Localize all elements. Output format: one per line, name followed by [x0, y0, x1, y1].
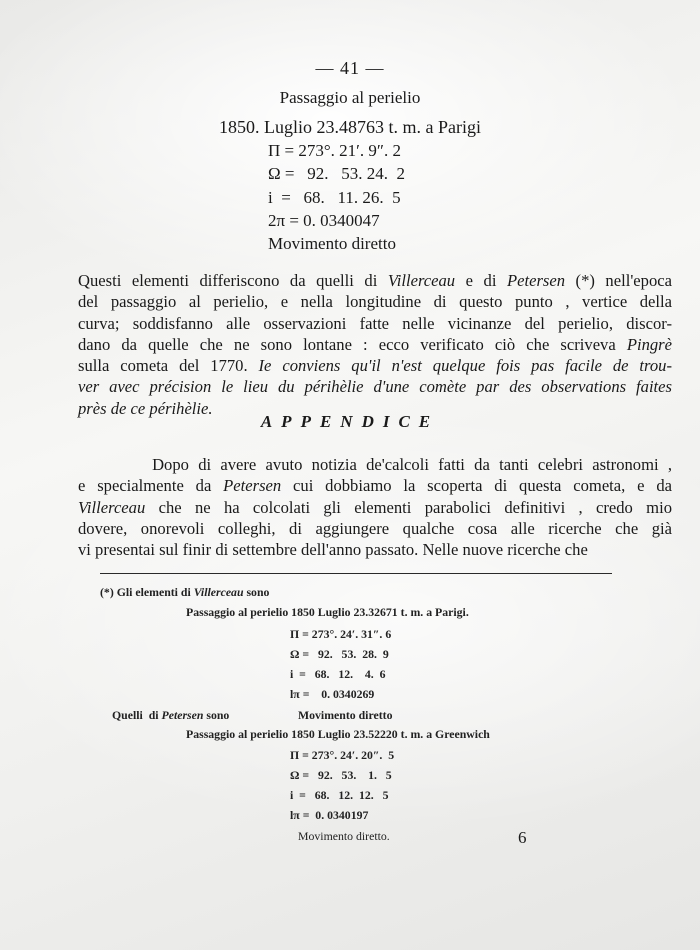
text-run: e specialmente da [78, 476, 224, 496]
text-run: dano da quelle che ne sono lontane : ecco verificato ciò che scriveva [78, 334, 627, 354]
text-run: curva; soddisfanno alle osservazioni fatte nelle vicinanze del perielio, discor- [78, 313, 672, 333]
text-line [78, 334, 672, 355]
perihelion-date: 1850. Luglio 23.48763 t. m. a Parigi [219, 117, 481, 137]
footnote-petersen-passage: Passaggio al perielio 1850 Luglio 23.52220 t. m. a Greenwich [186, 727, 490, 741]
text-line [78, 376, 672, 397]
footnote-villerceau-element: lπ = 0. 0340269 [290, 687, 375, 701]
italic-run: Villerceau [387, 271, 456, 290]
text-line [78, 497, 672, 518]
appendix-title: APPENDICE [260, 412, 440, 431]
motion-label: Movimento diretto [268, 234, 396, 253]
italic-run: Villerceau [78, 497, 146, 517]
text-run: sulla cometa del 1770. [78, 356, 259, 376]
italic-run: Petersen [506, 271, 566, 290]
text-run: cui dobbiamo la scoperta di questa cometa, e da [281, 476, 673, 496]
footnote-intro-text: (*) Gli elementi di [100, 585, 194, 599]
italic-run: Petersen [223, 476, 282, 496]
footnote-petersen-motion: Movimento diretto. [298, 829, 390, 843]
text-line [78, 518, 672, 539]
italic-run: Pingrè [626, 334, 672, 354]
footnote-villerceau-passage: Passaggio al perielio 1850 Luglio 23.32671 t. m. a Parigi. [186, 605, 469, 619]
element-ascending-node: Ω = 92. 53. 24. 2 [268, 164, 405, 183]
footnote-petersen-element: i = 68. 12. 12. 5 [290, 788, 389, 802]
italic-run: Ie conviens qu'il n'est quelque fois pas facile de trou- [258, 356, 673, 376]
element-longitude-perihelion: Π = 273°. 21′. 9″. 2 [268, 141, 401, 160]
signature-mark: 6 [518, 828, 527, 847]
footnote-petersen-element: Π = 273°. 24′. 20″. 5 [290, 748, 395, 762]
text-line [78, 291, 672, 312]
footnote-petersen-element: lπ = 0. 0340197 [290, 808, 369, 822]
footnote-petersen-intro [112, 708, 229, 723]
text-line [78, 475, 672, 496]
page-number: — 41 — [315, 58, 385, 78]
italic-run: ver avec précision le lieu du périhèlie d'une comète par des observations faites [78, 377, 672, 397]
perihelion-heading: Passaggio al perielio [279, 88, 421, 107]
element-inclination: i = 68. 11. 26. 5 [268, 188, 401, 207]
text-line [78, 539, 672, 560]
element-perihelion-distance: 2π = 0. 0340047 [268, 211, 380, 230]
text-line [78, 454, 672, 475]
text-run: e di [455, 271, 507, 290]
text-run: vi presentai sul finir di settembre dell'anno passato. Nelle nuove ricerche che [78, 540, 588, 560]
footnote-petersen-element: Ω = 92. 53. 1. 5 [290, 768, 392, 782]
text-run: che ne ha colcolati gli elementi parabolici definitivi , credo mio [145, 497, 672, 517]
footnote-villerceau-element: Ω = 92. 53. 28. 9 [290, 647, 389, 661]
italic-run: près de ce périhèlie. [78, 398, 213, 418]
paragraph-appendix [78, 454, 672, 560]
footnote-villerceau-intro [100, 585, 269, 600]
text-line [78, 355, 672, 376]
footnote-villerceau-motion: Movimento diretto [298, 708, 393, 722]
paragraph-elements-comparison [78, 270, 672, 419]
text-run: (*) nell'epoca [565, 271, 672, 290]
footnote-separator [100, 573, 612, 574]
footnote-intro-suffix: sono [243, 585, 270, 599]
footnote-villerceau-element: i = 68. 12. 4. 6 [290, 667, 386, 681]
author-name: Petersen [161, 708, 204, 722]
text-run: Dopo di avere avuto notizia de'calcoli fatti da tanti celebri astronomi , [78, 455, 673, 474]
text-run: del passaggio al perielio, e nella longitudine di questo punto , vertice della [78, 292, 672, 312]
text-line [78, 270, 672, 291]
footnote-villerceau-element: Π = 273°. 24′. 31″. 6 [290, 627, 392, 641]
author-name: Villerceau [193, 585, 244, 599]
footnote-intro-text: Quelli di [112, 708, 162, 722]
text-run: dovere, onorevoli colleghi, di aggiungere qualche cosa alle ricerche che già [78, 518, 672, 538]
footnote-intro-suffix: sono [203, 708, 230, 722]
text-line [78, 313, 672, 334]
text-run: Questi elementi differiscono da quelli di [78, 271, 388, 290]
